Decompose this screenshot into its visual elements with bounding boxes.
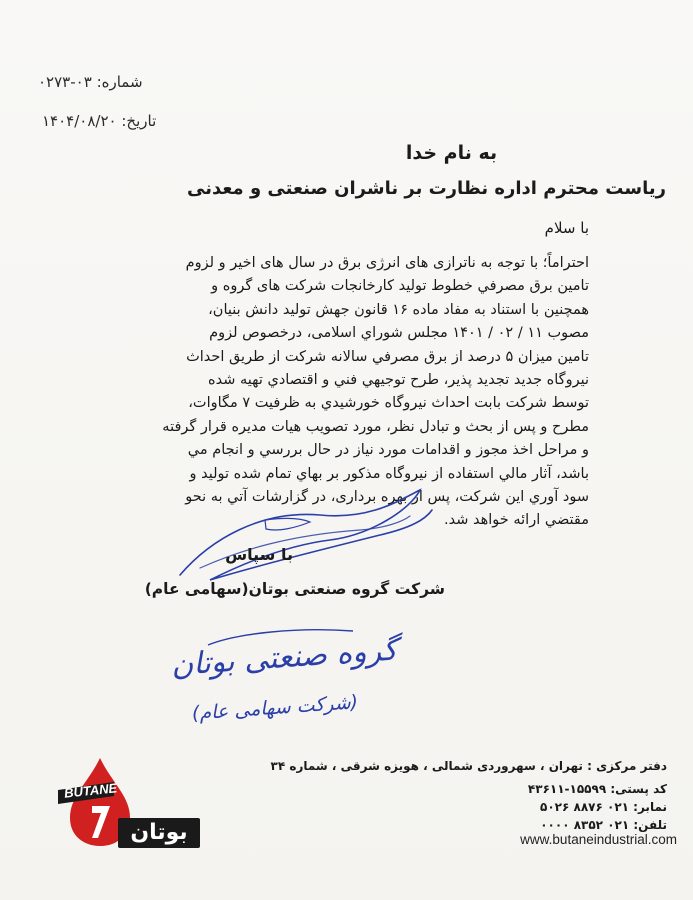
body-line: مصوب ۱۱ / ۰۲ / ۱۴۰۱ مجلس شوراي اسلامی، درخصوص لزوم (209, 325, 589, 342)
logo-wordmark: بوتان (118, 818, 200, 848)
phone-label: تلفن: (633, 818, 667, 832)
body-line: توسط شرکت بابت احداث نیروگاه خورشیدي به ظرفیت ۷ مگاوات، (188, 395, 589, 412)
closing-phrase: با سپاس (225, 545, 293, 564)
body-line: تامین میزان ۵ درصد از برق مصرفي سالانه شرکت از طریق احداث (186, 348, 589, 365)
company-name: شرکت گروه صنعتی بوتان(سهامی عام) (144, 580, 445, 598)
body-line: تامین برق مصرفي خطوط تولید کارخانجات شرکت های گروه و (211, 278, 589, 295)
footer-address: دفتر مرکزی : تهران ، سهروردی شمالی ، هویزه شرقی ، شماره ۳۴ (270, 759, 667, 773)
postal-label: کد پستی: (610, 782, 667, 796)
footer-postal-code (528, 782, 667, 796)
letter-date (42, 112, 156, 130)
footer-website[interactable]: www.butaneindustrial.com (520, 832, 677, 847)
body-line: و مراحل اخذ مجوز و اقدامات مورد نیاز در حال بررسي و انجام مي (187, 442, 589, 459)
postal-value: ۱۵۵۹۹-۴۳۶۱۱ (527, 782, 607, 796)
logo-badge-text: BUTANE (63, 780, 118, 801)
stamp-line-2: (شرکت سهامی عام) (191, 691, 359, 725)
letter-number (38, 73, 143, 91)
footer-phone (540, 818, 667, 832)
greeting: با سلام (544, 219, 589, 237)
fax-label: نمابر: (633, 800, 667, 814)
company-stamp (168, 615, 408, 730)
date-value: ۱۴۰۴/۰۸/۲۰ (42, 112, 117, 130)
fax-value: ۰۲۱ ۸۸۷۶ ۵۰۲۶ (540, 800, 629, 814)
body-line: همچنین با استناد به مفاد ماده ۱۶ قانون جهش تولید دانش بنیان، (208, 301, 589, 318)
phone-value: ۰۲۱ ۸۳۵۲ ۰۰۰۰ (540, 818, 630, 832)
body-line: احتراماً؛ با توجه به ناترازی های انرژی برق در سال های اخیر و لزوم (185, 255, 589, 271)
body-line: سود آوري این شرکت، پس از بهره برداری، در گزارشات آتي به نحو (185, 489, 589, 506)
body-line: مقتضي ارائه خواهد شد. (444, 512, 589, 529)
date-label: تاریخ: (121, 112, 157, 130)
body-line: نیروگاه جدید تجدید پذیر، طرح توجیهي فني و اقتصادي تهیه شده (208, 372, 589, 389)
footer-fax (540, 800, 667, 814)
stamp-line-1: گروه صنعتی بوتان (169, 632, 399, 684)
bismillah-heading: به نام خدا (405, 142, 498, 164)
recipient-heading: ریاست محترم اداره نظارت بر ناشران صنعتی و معدنی (187, 178, 666, 199)
body-line: مطرح و پس از بحث و تبادل نظر، مورد تصویب هیات مدیره قرار گرفته (162, 418, 589, 435)
number-value: ۰۳-۰۲۷۳ (38, 73, 92, 91)
body-line: باشد، آثار مالي استفاده از نیروگاه مذکور بر بهاي تمام شده تولید و (189, 465, 589, 482)
number-label: شماره: (96, 73, 143, 91)
